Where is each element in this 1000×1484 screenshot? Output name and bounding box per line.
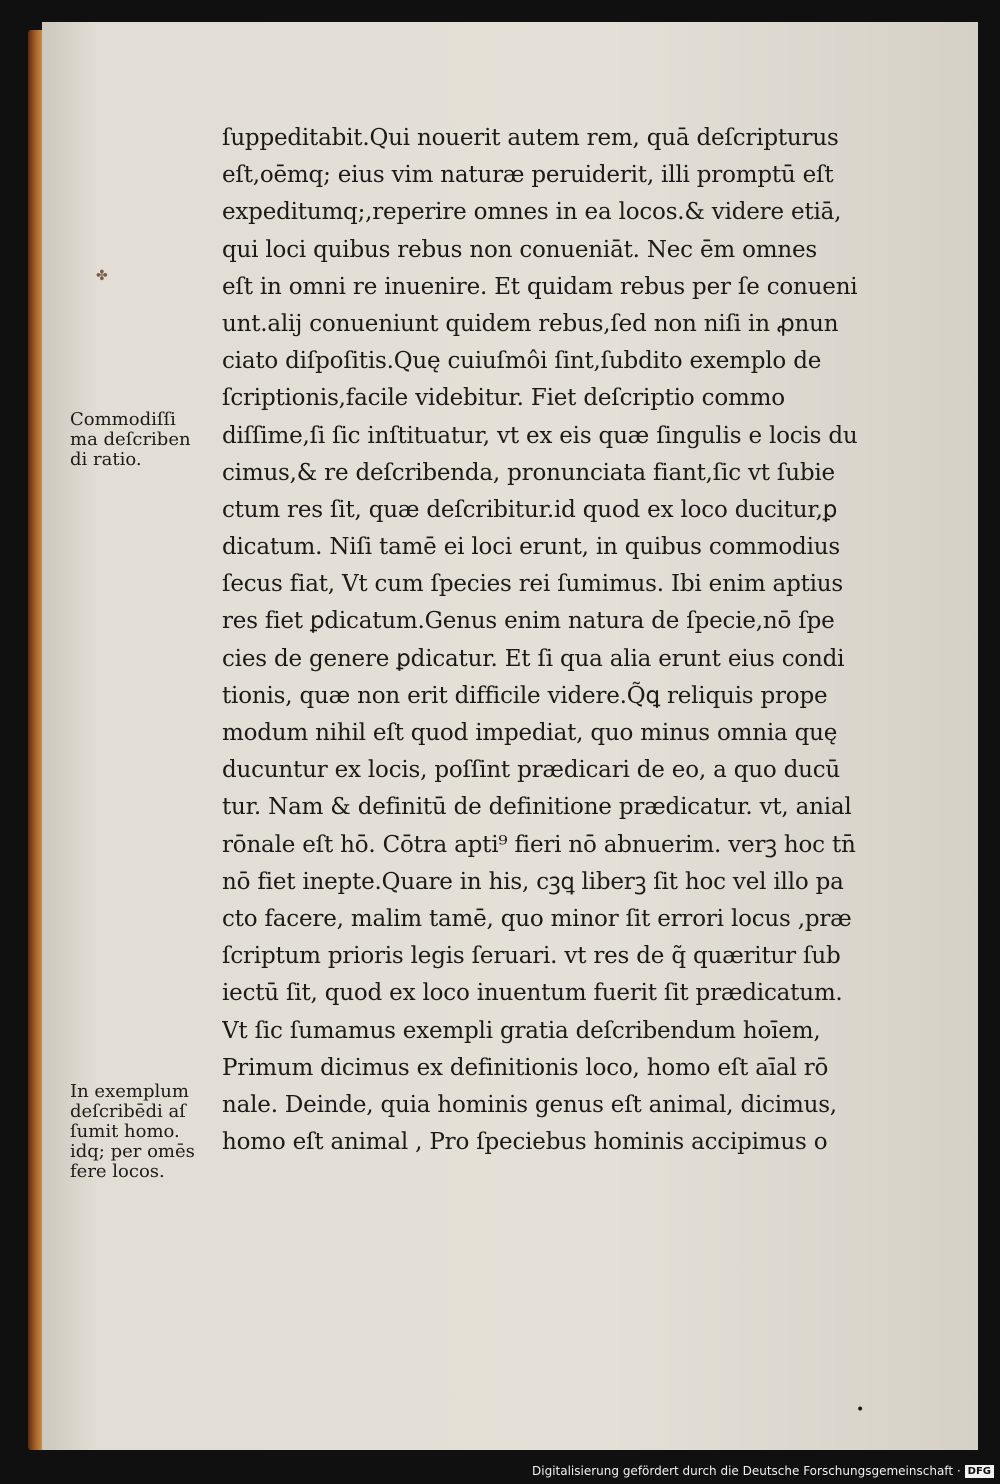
margin-note-line: di ratio. [70, 449, 142, 470]
text-line: ſecus fiat, Vt cum ſpecies rei ſumimus. Ibi enim aptius [222, 571, 844, 598]
text-line: Primum dicimus ex definitionis loco, homo eſt aīal rō [222, 1054, 829, 1081]
digitization-footer [532, 1464, 994, 1478]
text-line: dicatum. Niſi tamē ei loci erunt, in quibus commodius [222, 534, 840, 561]
margin-note-1 [70, 410, 260, 470]
margin-note-line: Commodiſſi [70, 409, 176, 430]
text-line: eſt in omni re inuenire. Et quidam rebus per ſe conueni [222, 273, 858, 300]
margin-note-line: ma deſcriben [70, 429, 191, 450]
text-line: ſcriptum prioris legis ſeruari. vt res de q̃ quæritur ſub [222, 943, 841, 970]
text-line: nō fiet inepte.Quare in his, cꝫꝗ liberꝫ ſit hoc vel illo pa [222, 868, 844, 895]
text-line: cimus,& re deſcribenda, pronunciata fiant,ſic vt ſubie [222, 459, 835, 486]
margin-note-line: deſcribēdi aſ [70, 1101, 186, 1122]
text-line: ciato diſpoſitis.Quę cuiuſmôi ſint,ſubdito exemplo de [222, 348, 822, 375]
margin-note-2 [70, 1082, 260, 1182]
text-line: ſcriptionis,facile videbitur. Fiet deſcriptio commo [222, 385, 785, 412]
text-line: modum nihil eſt quod impediat, quo minus omnia quę [222, 720, 838, 746]
text-line: ctum res ſit, quæ deſcribitur.id quod ex loco ducitur,ꝑ [222, 496, 838, 523]
footer-text: Digitalisierung gefördert durch die Deutsche Forschungsgemeinschaft · [532, 1464, 961, 1478]
main-text [222, 120, 922, 1161]
text-line: Vt ſic ſumamus exempli gratia deſcribendum hoīem, [222, 1017, 821, 1044]
text-line: res fiet ꝑdicatum.Genus enim natura de ſpecie,nō ſpe [222, 608, 835, 635]
text-line: eſt,oēmq; eius vim naturæ peruiderit, illi promptū eſt [222, 162, 834, 189]
text-line: qui loci quibus rebus non conueniāt. Nec ēm omnes [222, 236, 817, 263]
text-line: diſſime,ſi ſic inſtituatur, vt ex eis quæ ſingulis e locis du [222, 422, 858, 449]
text-line: expeditumq;,reperire omnes in ea locos.& videre etiā, [222, 199, 842, 226]
margin-note-line: ſumit homo. [70, 1121, 180, 1142]
ink-smudge: ✤ [96, 268, 108, 284]
margin-note-line: In exemplum [70, 1081, 189, 1102]
margin-note-line: fere locos. [70, 1161, 165, 1182]
text-line: ducuntur ex locis, poſſint prædicari de eo, a quo ducū [222, 757, 841, 784]
text-line: cto facere, malim tamē, quo minor ſit errori locus ,præ [222, 905, 852, 932]
text-line: homo eſt animal , Pro ſpeciebus hominis accipimus o [222, 1129, 828, 1156]
page-mark: • [856, 1402, 865, 1418]
margin-note-line: idq; per omēs [70, 1141, 195, 1162]
text-line: iectū ſit, quod ex loco inuentum fuerit ſit prædicatum. [222, 980, 843, 1007]
text-line: tur. Nam & definitū de definitione prædicatur. vt, anial [222, 794, 852, 821]
text-line: tionis, quæ non erit difficile videre.Q̃ꝗ reliquis prope [222, 682, 828, 709]
text-line: nale. Deinde, quia hominis genus eſt animal, dicimus, [222, 1091, 837, 1118]
text-line: rōnale eſt hō. Cōtra apti⁹ fieri nō abnuerim. verꝫ hoc tn̄ [222, 831, 856, 858]
text-line: unt.alij conueniunt quidem rebus,ſed non niſi in ꝓnun [222, 310, 839, 337]
text-line: ſuppeditabit.Qui nouerit autem rem, quā deſcripturus [222, 125, 839, 151]
dfg-logo: DFG [965, 1465, 994, 1478]
text-line: cies de genere ꝑdicatur. Et ſi qua alia erunt eius condi [222, 645, 845, 672]
